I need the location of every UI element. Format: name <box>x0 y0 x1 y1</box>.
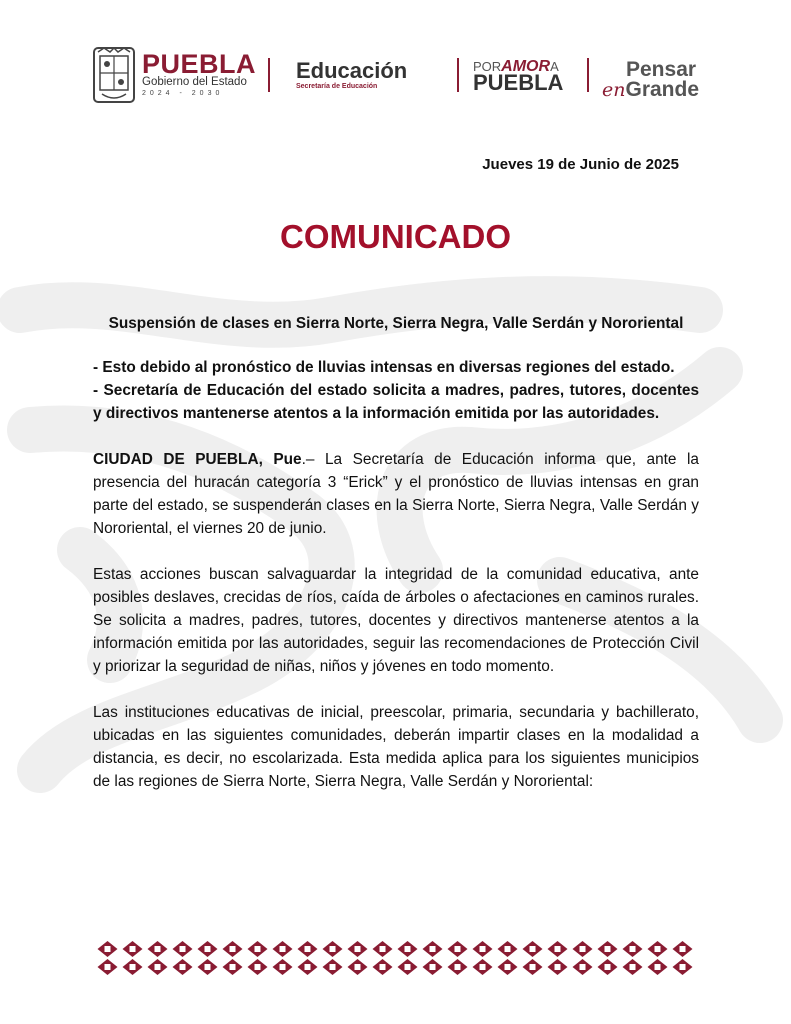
pattern-motif <box>423 941 443 975</box>
pattern-motif <box>223 941 243 975</box>
pattern-motif <box>498 941 518 975</box>
pattern-motif <box>323 941 343 975</box>
pattern-motif <box>123 941 143 975</box>
pensar-en-grande-logo <box>602 60 722 100</box>
amor-logo-suffix: A <box>550 59 559 74</box>
bullet-item: - Esto debido al pronóstico de lluvias intensas en diversas regiones del estado. <box>93 359 675 376</box>
paragraph-2: Estas acciones buscan salvaguardar la integridad de la comunidad educativa, ante posibles deslaves, crecidas de ríos, caída de árboles o afectaciones en caminos rurales. Se solicita a madres, padres, tutores, docentes y directivos mantenerse atentos a la información emitida por las autoridades, seguir las recomendaciones de Protección Civil y priorizar la seguridad de niñas, niños y jóvenes en todo momento. <box>93 566 699 675</box>
amor-logo-line2: PUEBLA <box>473 70 564 95</box>
pattern-motif <box>623 941 643 975</box>
pattern-motif <box>298 941 318 975</box>
document-body <box>93 312 699 816</box>
header-logos <box>0 42 791 112</box>
pattern-motif <box>398 941 418 975</box>
amor-logo-highlight: AMOR <box>501 58 551 75</box>
paragraph-3: Las instituciones educativas de inicial, preescolar, primaria, secundaria y bachillerato, ubicadas en las siguientes comunidades, deberán impartir clases en la modalidad a distancia, es decir, no escolarizada. Esta medida aplica para los siguientes municipios de las regiones de Sierra Norte, Sierra Negra, Valle Serdán y Nororiental: <box>93 704 699 790</box>
pattern-motif <box>548 941 568 975</box>
document-subtitle: Suspensión de clases en Sierra Norte, Sierra Negra, Valle Serdán y Nororiental <box>108 315 684 332</box>
pensar-logo-line2 <box>602 80 722 100</box>
pattern-motif <box>473 941 493 975</box>
logo-divider <box>457 58 459 92</box>
document-date: Jueves 19 de Junio de 2025 <box>482 156 679 173</box>
pattern-motif <box>573 941 593 975</box>
puebla-logo-subtitle: Gobierno del Estado <box>142 76 247 88</box>
amor-logo-prefix: POR <box>473 59 502 74</box>
pattern-motif <box>198 941 218 975</box>
education-logo-subtitle: Secretaría de Educación <box>296 83 378 90</box>
puebla-government-logo <box>142 49 262 98</box>
pattern-motif <box>273 941 293 975</box>
pensar-logo-line1: Pensar <box>626 58 697 81</box>
paragraph-1 <box>93 448 699 540</box>
document-title: COMUNICADO <box>280 218 511 255</box>
logo-divider <box>587 58 589 92</box>
pattern-motif <box>598 941 618 975</box>
pattern-motif <box>523 941 543 975</box>
pattern-motif <box>673 941 693 975</box>
pattern-motif <box>648 941 668 975</box>
decorative-pattern-border <box>95 939 695 977</box>
pensar-logo-en: en <box>602 79 626 101</box>
pattern-motif <box>448 941 468 975</box>
pattern-motif <box>348 941 368 975</box>
coat-of-arms-icon <box>92 46 136 104</box>
pattern-motif <box>98 941 118 975</box>
bullet-item: - Secretaría de Educación del estado solicita a madres, padres, tutores, docentes y directivos mantenerse atentos a la información emitida por las autoridades. <box>93 382 699 422</box>
puebla-logo-title: PUEBLA <box>142 49 257 79</box>
education-logo <box>296 60 407 91</box>
pattern-motif <box>173 941 193 975</box>
pensar-logo-grande: Grande <box>625 78 700 101</box>
logo-divider <box>268 58 270 92</box>
dateline: CIUDAD DE PUEBLA, Pue <box>93 451 302 468</box>
pattern-motif <box>373 941 393 975</box>
pattern-motif <box>148 941 168 975</box>
puebla-logo-years: 2024 - 2030 <box>142 90 224 97</box>
por-amor-a-puebla-logo <box>473 60 563 93</box>
pattern-motif <box>248 941 268 975</box>
summary-bullets <box>93 356 699 425</box>
education-logo-title: Educación <box>296 58 408 83</box>
paragraph-1-text: .– La Secretaría de Educación informa que, ante la presencia del huracán categoría 3 “Erick” y el pronóstico de lluvias intensas en gran parte del estado, se suspenderán clases en la Sierra Norte, Sierra Negra, Valle Serdán y Nororiental, el viernes 20 de junio. <box>93 451 699 537</box>
